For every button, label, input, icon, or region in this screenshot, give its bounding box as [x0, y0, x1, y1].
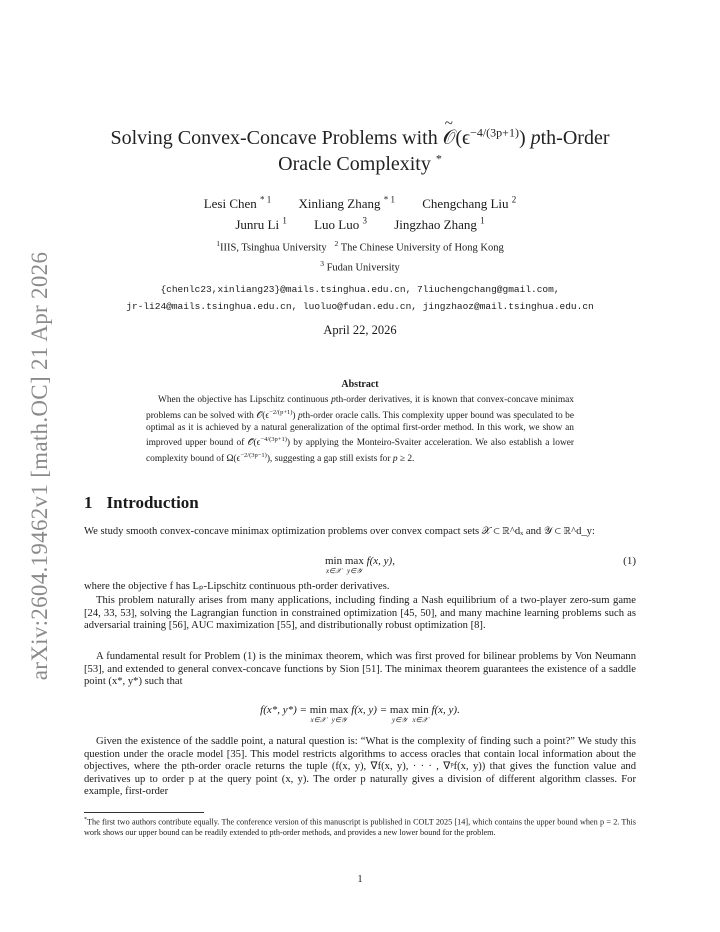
equation-2: f(x*, y*) = min x∈𝒳 max y∈𝒴 f(x, y) = max y∈𝒴 min x∈𝒳 f(x, y).	[260, 704, 460, 724]
arxiv-identifier-stamp: arXiv:2604.19462v1 [math.OC] 21 Apr 2026	[27, 251, 52, 681]
title-suffix: th-Order	[540, 127, 610, 149]
affiliation: Fudan University	[326, 262, 400, 273]
section-heading: 1 Introduction	[84, 493, 199, 512]
title-footnote-mark: *	[435, 151, 442, 166]
intro-paragraph-4: A fundamental result for Problem (1) is the minimax theorem, which was first proved for bilinear problems by Von Neumann [53], and extended to general convex-concave functions by Sion [51]. The minimax theorem guarantees the existence of a saddle point (x*, y*) such that	[84, 651, 636, 688]
footnote-rule	[84, 812, 204, 813]
paper-date: April 22, 2026	[323, 323, 397, 337]
author-list	[84, 192, 636, 233]
footnote: *The first two authors contribute equally. The conference version of this manuscript is published in COLT 2025 [14], which contains the upper bound when p = 2. This work shows our upper bound can be readily extended to pth-order methods, and provides a new lower bound for the problem.	[84, 817, 636, 838]
abstract-body: When the objective has Lipschitz continuous pth-order derivatives, it is known that convex-concave minimax problems can be solved with $𝒪(\epsilon^{-2/(p+1)})$ pth-order oracle calls. This complexity upper bound was speculated to be optimal as it is achieved by a natural generalization of the optimal first-order method. In this work, we show an improved upper bound of $𝒪̃(\epsilon^{-4/(3p+1)})$ by applying the Monteiro-Svaiter acceleration. We also establish a lower complexity bound of $\Omega(\epsilon^{-2/(3p-1)})$, suggesting a gap still exists for p ≥ 2.	[146, 395, 575, 465]
author: Jingzhao Zhang $^1$	[394, 215, 485, 232]
title-line2: Oracle Complexity	[278, 153, 431, 175]
author: Luo Luo $^3$	[314, 215, 367, 232]
affiliation-mark: 2	[334, 239, 339, 248]
title-complexity-arg: (ϵ	[455, 127, 471, 149]
email-line[interactable]: {chenlc23,xinliang23}@mails.tsinghua.edu.cn, 7liuchengchang@gmail.com,	[160, 284, 560, 295]
affiliation-mark: 1	[216, 239, 220, 248]
intro-paragraph-2: where the objective f has Lₚ-Lipschitz continuous pth-order derivatives.	[84, 581, 390, 592]
affiliation-mark: 3	[320, 258, 324, 268]
affiliations	[84, 236, 636, 275]
abstract-heading: Abstract	[341, 379, 379, 390]
author-row-2	[84, 212, 636, 232]
author: Junru Li $^1$	[235, 215, 287, 232]
email-line[interactable]: jr-li24@mails.tsinghua.edu.cn, luoluo@fudan.edu.cn, jingzhaoz@mail.tsinghua.edu.cn	[126, 301, 594, 312]
page-number: 1	[357, 874, 363, 885]
intro-paragraph-1: We study smooth convex-concave minimax optimization problems over convex compact sets 𝒳 ⊂ ℝ^dₓ and 𝒴 ⊂ ℝ^d_y:	[84, 526, 595, 537]
author: Lesi Chen $^{* 1}$	[203, 195, 272, 212]
title-prefix: Solving Convex-Concave Problems with	[110, 127, 443, 149]
affiliation: The Chinese University of Hong Kong	[340, 242, 504, 254]
equation-1: min x∈𝒳 max y∈𝒴 f(x, y), (1)	[325, 555, 636, 575]
author: Chengchang Liu $^2$	[422, 195, 517, 212]
title-p: p	[525, 127, 541, 149]
equation-number: (1)	[623, 555, 636, 567]
paper-title	[84, 125, 636, 177]
author-row-1	[84, 192, 636, 212]
intro-paragraph-5: Given the existence of the saddle point, a natural question is: “What is the complexity of finding such a point?” We study this question under the oracle model [35]. This model restricts algorithms to access oracles that contain local information about the objectives, where the pth-order oracle returns the tuple (f(x, y), ∇f(x, y), · · · , ∇ᵖf(x, y)) that gives the function value and derivatives up to order p at the query point (x, y). The order p naturally gives a division of different algorithm classes. For example, first-order	[84, 736, 636, 798]
title-complexity-symbol: ~ 𝒪	[443, 125, 456, 151]
title-complexity-exponent: −4/(3p+1)	[470, 125, 519, 140]
author-emails	[84, 281, 636, 315]
affiliation: IIIS, Tsinghua University	[219, 242, 327, 254]
title-complexity-close: )	[518, 127, 526, 149]
intro-paragraph-3: This problem naturally arises from many applications, including finding a Nash equilibrium of a two-player zero-sum game [24, 33, 53], solving the Lagrangian function in constrained optimization [45, 50], and many machine learning problems such as adversarial training [56], AUC maximization [55], and distributionally robust optimization [8].	[84, 595, 636, 632]
author: Xinliang Zhang $^{* 1}$	[298, 195, 395, 212]
